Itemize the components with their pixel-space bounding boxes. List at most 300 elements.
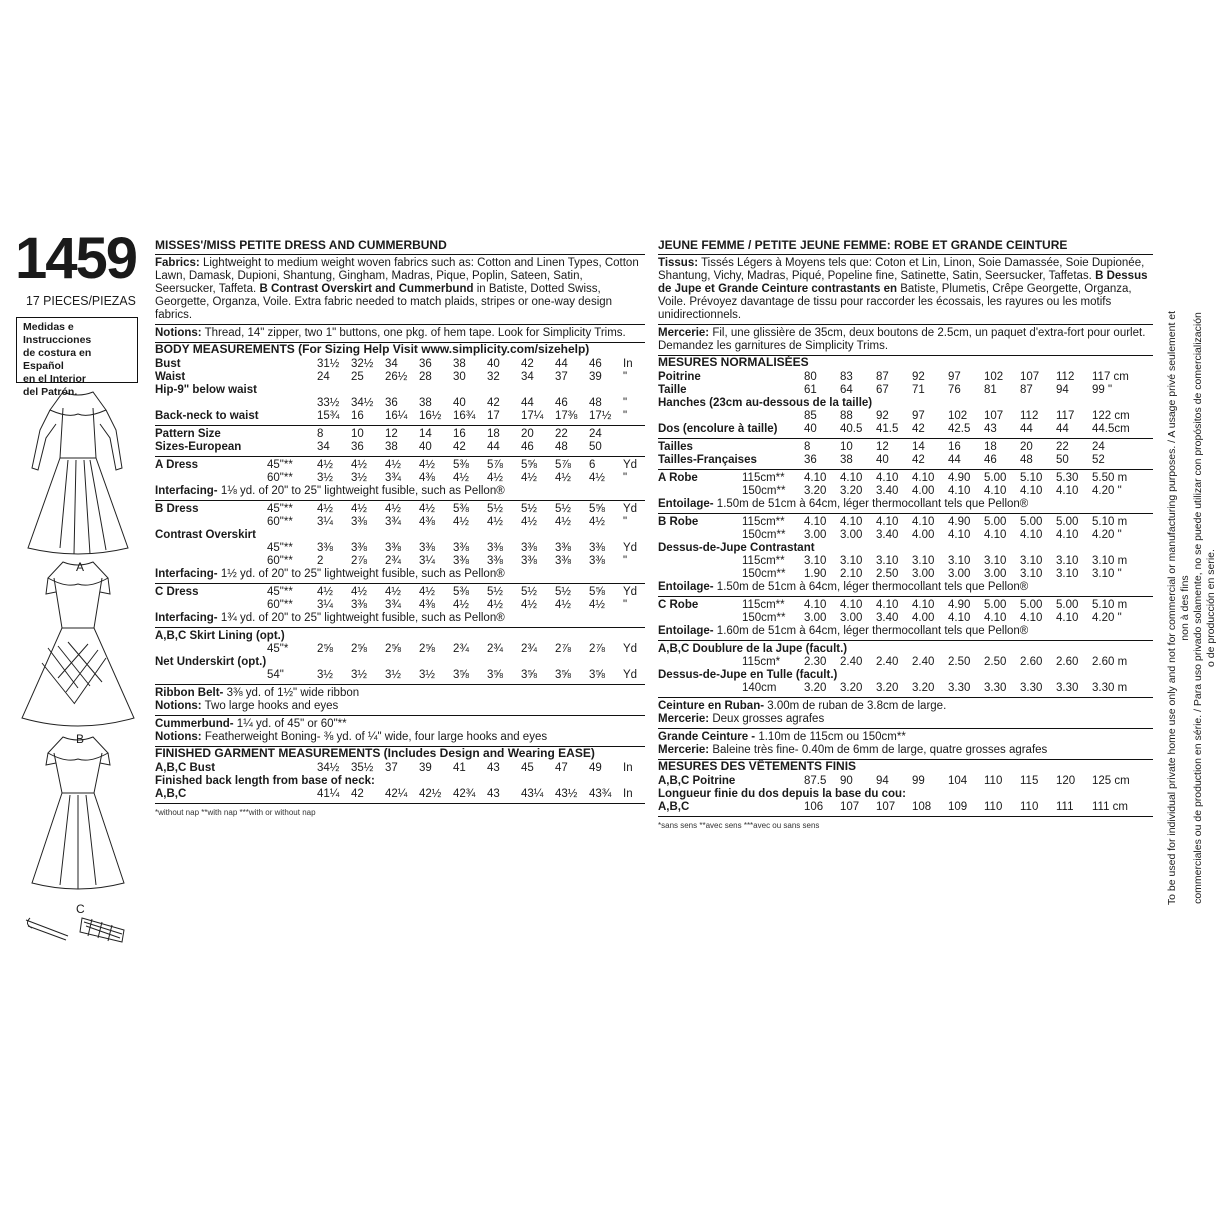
table-cell: 115 bbox=[1020, 775, 1039, 787]
table-cell: 38 bbox=[840, 454, 853, 466]
table-row bbox=[658, 643, 1153, 656]
row-label: Contrast Overskirt bbox=[155, 529, 256, 541]
table-cell: 60"** bbox=[267, 516, 293, 528]
table-cell bbox=[623, 428, 645, 441]
row-label bbox=[155, 555, 267, 568]
row-label: Bust bbox=[155, 358, 181, 370]
table-cell: 3.10 bbox=[840, 555, 863, 567]
table-cell bbox=[742, 384, 804, 397]
table-cell: 4½ bbox=[419, 459, 435, 471]
table-cell: 38 bbox=[453, 358, 466, 370]
table-cell: 32½ bbox=[351, 358, 374, 370]
usage-notice-line: To be used for individual private home use only and not for commercial or manufacturing purposes. / A usage privé seulement et non à des fins bbox=[1166, 310, 1191, 906]
row-label: Longueur finie du dos depuis la base du cou: bbox=[658, 788, 906, 800]
table-row bbox=[155, 586, 645, 599]
table-cell: 44 bbox=[555, 358, 568, 370]
table-cell: 4.10 bbox=[984, 485, 1007, 497]
table-cell: 40 bbox=[453, 397, 466, 409]
table-row bbox=[155, 397, 645, 410]
table-cell: 4½ bbox=[589, 516, 605, 528]
table-cell: 3.10 m bbox=[1092, 555, 1128, 567]
table-row bbox=[658, 410, 1153, 423]
table-cell: 2.10 bbox=[840, 568, 863, 580]
table-cell: 3.30 m bbox=[1092, 682, 1128, 694]
table-cell: 45"** bbox=[267, 459, 293, 471]
body-measurements-title: BODY MEASUREMENTS (For Sizing Help Visit www.simplicity.com/sizehelp) bbox=[155, 342, 590, 356]
table-cell: 4½ bbox=[555, 599, 571, 611]
table-cell: 5⅝ bbox=[521, 459, 537, 471]
table-cell: 4½ bbox=[521, 516, 537, 528]
row-label: Net Underskirt (opt.) bbox=[155, 656, 267, 668]
table-cell: 3.10 bbox=[912, 555, 935, 567]
table-cell: 45 bbox=[521, 762, 534, 774]
table-cell: 3.20 bbox=[876, 682, 899, 694]
french-column bbox=[658, 239, 1153, 832]
table-cell: 97 bbox=[948, 371, 961, 383]
fabrics-text: Lightweight to medium weight woven fabrics such as: Cotton and Linen Types, Cotton Lawn, Damask, Dupioni, Shantung, Gingham, Madras, Pique, Poplin, Sateen, Satin, Seersucker, Taffeta. bbox=[155, 257, 639, 295]
interfacing-label: Entoilage- bbox=[658, 625, 714, 637]
table-cell: Yd bbox=[623, 542, 638, 554]
table-cell bbox=[742, 371, 804, 384]
table-cell: 2.60 bbox=[1020, 656, 1043, 668]
table-cell: 8 bbox=[317, 428, 324, 440]
table-row bbox=[155, 656, 645, 669]
cummerbund-section bbox=[658, 729, 1153, 760]
table-cell: 3⅜ bbox=[589, 542, 605, 554]
table-cell: 112 bbox=[1020, 410, 1039, 422]
table-cell: 4½ bbox=[589, 599, 605, 611]
table-cell: 83 bbox=[840, 371, 853, 383]
table-row bbox=[658, 555, 1153, 568]
table-cell: 120 bbox=[1056, 775, 1076, 787]
table-cell: 3.10 bbox=[1020, 568, 1043, 580]
table-row bbox=[155, 358, 645, 371]
row-label bbox=[658, 612, 742, 625]
row-label: Hanches (23cm au-dessous de la taille) bbox=[658, 397, 873, 409]
table-cell: 150cm** bbox=[742, 529, 786, 541]
table-cell: 106 bbox=[804, 801, 824, 813]
fabrics-b-text: in Batiste, Dotted Swiss, Georgette, Organza, Voile. Extra fabric needed to match plaids, stripes or one-way design fabrics. bbox=[155, 283, 613, 321]
table-cell: 30 bbox=[453, 371, 466, 383]
table-cell: 42 bbox=[351, 788, 364, 800]
table-cell: 41¼ bbox=[317, 788, 340, 800]
table-cell: In bbox=[623, 358, 633, 370]
table-cell: 108 bbox=[912, 801, 932, 813]
view-c-drawing bbox=[32, 737, 124, 889]
view-b-yardage bbox=[155, 501, 645, 584]
table-cell: 111 cm bbox=[1092, 801, 1129, 813]
row-label: Finished back length from base of neck: bbox=[155, 775, 375, 787]
table-cell: 60"** bbox=[267, 555, 293, 567]
table-cell: 5.10 m bbox=[1092, 599, 1128, 611]
table-cell: 17⅜ bbox=[555, 410, 578, 422]
sizes bbox=[155, 426, 645, 457]
garment-illustrations bbox=[18, 388, 138, 948]
table-cell: 2⅝ bbox=[317, 643, 333, 655]
table-cell: 5.00 bbox=[984, 599, 1007, 611]
table-cell: 43 bbox=[487, 788, 500, 800]
table-cell: " bbox=[623, 472, 628, 484]
table-cell: 3¼ bbox=[419, 555, 435, 567]
notions-label: Notions: bbox=[155, 700, 202, 712]
table-cell: " bbox=[623, 397, 628, 409]
table-cell: 4.10 bbox=[876, 599, 899, 611]
table-cell: 48 bbox=[1020, 454, 1033, 466]
table-cell: 3.40 bbox=[876, 612, 899, 624]
table-cell: 3⅜ bbox=[589, 555, 605, 567]
table-row bbox=[658, 397, 1153, 410]
cummerbund-text: 1¼ yd. of 45" or 60"** bbox=[236, 718, 347, 730]
table-cell: 5.00 bbox=[1056, 516, 1079, 528]
table-cell: 102 bbox=[984, 371, 1004, 383]
table-row bbox=[658, 472, 1153, 485]
ribbon-belt-section bbox=[658, 698, 1153, 729]
table-cell: 5½ bbox=[555, 586, 571, 598]
table-cell: 12 bbox=[876, 441, 889, 453]
table-cell: Yd bbox=[623, 459, 638, 471]
table-cell: 60"** bbox=[267, 472, 293, 484]
table-cell: 3.30 bbox=[984, 682, 1007, 694]
table-cell: 5.00 bbox=[1020, 599, 1043, 611]
body-measurements-title: MESURES NORMALISÉES bbox=[658, 355, 809, 369]
table-cell: 16½ bbox=[419, 410, 442, 422]
ribbon-text: 3⅜ yd. of 1½" wide ribbon bbox=[226, 687, 360, 699]
table-cell: 125 cm bbox=[1092, 775, 1130, 787]
table-cell: 3.00 bbox=[912, 568, 935, 580]
table-cell: 4½ bbox=[385, 503, 401, 515]
table-cell: 2¾ bbox=[453, 643, 469, 655]
cummerbund-section bbox=[155, 716, 645, 747]
table-cell: 4½ bbox=[419, 503, 435, 515]
table-cell: 5⅝ bbox=[589, 503, 605, 515]
table-cell: 5.10 bbox=[1020, 472, 1043, 484]
table-cell bbox=[267, 358, 317, 371]
table-cell: 4½ bbox=[487, 472, 503, 484]
table-cell: 5.00 bbox=[984, 516, 1007, 528]
table-cell: 3¾ bbox=[385, 516, 401, 528]
table-cell: Yd bbox=[623, 503, 638, 515]
table-cell: 107 bbox=[1020, 371, 1040, 383]
table-row bbox=[658, 568, 1153, 581]
table-cell: 4.10 bbox=[1020, 485, 1043, 497]
fabrics-b-label: B Dessus de Jupe et Grande Ceinture contrastants en bbox=[658, 270, 1148, 295]
table-cell: 5⅜ bbox=[453, 586, 469, 598]
table-cell: 5.00 bbox=[1056, 599, 1079, 611]
table-cell: 97 bbox=[912, 410, 925, 422]
table-cell: 4.10 bbox=[1056, 529, 1079, 541]
table-cell: 5½ bbox=[555, 503, 571, 515]
table-cell: 44.5cm bbox=[1092, 423, 1130, 435]
table-cell: 34 bbox=[521, 371, 534, 383]
table-cell: 2 bbox=[317, 555, 324, 567]
row-label bbox=[658, 410, 742, 423]
table-cell: In bbox=[623, 788, 633, 800]
table-cell: 67 bbox=[876, 384, 889, 396]
table-cell: 2.30 bbox=[804, 656, 827, 668]
table-cell: 3⅜ bbox=[419, 542, 435, 554]
view-a-yardage bbox=[658, 470, 1153, 514]
table-cell: 35½ bbox=[351, 762, 374, 774]
table-cell: 3.00 bbox=[840, 529, 863, 541]
table-cell: 4.00 bbox=[912, 485, 935, 497]
table-cell: 150cm** bbox=[742, 568, 786, 580]
table-row bbox=[155, 555, 645, 568]
table-cell: 5⅞ bbox=[555, 459, 571, 471]
sizes bbox=[658, 439, 1153, 470]
table-cell: 4½ bbox=[487, 516, 503, 528]
row-label: B Dress bbox=[155, 503, 199, 515]
table-cell: 3⅜ bbox=[521, 542, 537, 554]
row-label: Dessus-de-Jupe Contrastant bbox=[658, 542, 815, 554]
view-c-yardage bbox=[658, 597, 1153, 641]
table-cell: 115cm** bbox=[742, 555, 785, 567]
row-label: C Dress bbox=[155, 586, 199, 598]
table-cell: 4.10 bbox=[1020, 612, 1043, 624]
table-cell: 34 bbox=[385, 358, 398, 370]
table-cell: 110 bbox=[984, 775, 1003, 787]
table-cell: 43½ bbox=[555, 788, 578, 800]
table-cell: 2.40 bbox=[840, 656, 863, 668]
table-cell: 110 bbox=[984, 801, 1003, 813]
table-cell: 117 cm bbox=[1092, 371, 1129, 383]
table-cell: 3.10 bbox=[984, 555, 1007, 567]
table-cell: 46 bbox=[984, 454, 997, 466]
fabrics-section bbox=[155, 255, 645, 325]
table-cell: 3.00 bbox=[804, 529, 827, 541]
table-cell: 42 bbox=[453, 441, 466, 453]
table-row bbox=[658, 612, 1153, 625]
row-label bbox=[155, 472, 267, 485]
table-cell: 115cm** bbox=[742, 516, 785, 528]
table-cell: 42¼ bbox=[385, 788, 408, 800]
table-cell: 4½ bbox=[555, 516, 571, 528]
table-cell: 3⅜ bbox=[521, 555, 537, 567]
table-cell: 99 bbox=[912, 775, 925, 787]
row-label bbox=[658, 656, 742, 669]
table-cell: 4.20 " bbox=[1092, 485, 1122, 497]
row-label bbox=[155, 516, 267, 529]
table-cell: 36 bbox=[385, 397, 398, 409]
table-row bbox=[658, 516, 1153, 529]
row-label bbox=[658, 568, 742, 581]
table-cell: 61 bbox=[804, 384, 817, 396]
table-cell: 4.10 bbox=[984, 529, 1007, 541]
row-label: C Robe bbox=[658, 599, 699, 611]
table-cell: 3.20 bbox=[840, 485, 863, 497]
table-cell: 44 bbox=[487, 441, 500, 453]
table-cell: 3.00 bbox=[948, 568, 971, 580]
row-label: A,B,C Skirt Lining (opt.) bbox=[155, 630, 285, 642]
spanish-instructions-box bbox=[16, 317, 138, 398]
table-cell: 4.10 bbox=[948, 485, 971, 497]
fabrics-text: Tissés Légers à Moyens tels que: Coton et Lin, Linon, Soie Damassée, Soie Dupionée, Shantung, Vichy, Madras, Piqué, Popeline fine, Satinette, Satin, Seersucker, Taffetas. bbox=[658, 257, 1145, 282]
table-cell: 42.5 bbox=[948, 423, 971, 435]
notions-label: Notions: bbox=[155, 327, 202, 339]
table-cell: 40.5 bbox=[840, 423, 863, 435]
table-row bbox=[155, 599, 645, 612]
table-cell: 115cm** bbox=[742, 599, 785, 611]
cummerbund-label: Grande Ceinture - bbox=[658, 731, 756, 743]
table-cell: 4.10 bbox=[1056, 612, 1079, 624]
table-cell: Yd bbox=[623, 586, 638, 598]
table-cell: 3.20 bbox=[840, 682, 863, 694]
table-cell: 25 bbox=[351, 371, 364, 383]
table-row bbox=[658, 384, 1153, 397]
table-cell: 2⅞ bbox=[351, 555, 367, 567]
table-cell: 36 bbox=[804, 454, 817, 466]
row-label: Dos (encolure à taille) bbox=[658, 423, 778, 435]
table-cell: Yd bbox=[623, 643, 638, 655]
table-cell: 4½ bbox=[351, 586, 367, 598]
table-cell: 107 bbox=[876, 801, 896, 813]
table-cell: 16 bbox=[453, 428, 466, 440]
table-cell: 4.10 bbox=[912, 516, 935, 528]
interfacing-text: 1.50m de 51cm à 64cm, léger thermocollant tels que Pellon® bbox=[716, 581, 1029, 593]
table-row bbox=[155, 630, 645, 643]
table-cell: 115cm** bbox=[742, 472, 785, 484]
table-cell: 3⅝ bbox=[453, 669, 469, 681]
english-column bbox=[155, 239, 645, 819]
table-cell: 4.10 bbox=[876, 472, 899, 484]
lining-yardage bbox=[155, 628, 645, 685]
table-cell: 3⅜ bbox=[453, 542, 469, 554]
table-row bbox=[155, 775, 645, 788]
table-row bbox=[155, 428, 645, 441]
table-cell: 42 bbox=[912, 423, 925, 435]
row-label bbox=[658, 555, 742, 568]
table-row bbox=[658, 801, 1153, 814]
cummerbund-label: Cummerbund- bbox=[155, 718, 234, 730]
table-cell: 3½ bbox=[419, 669, 435, 681]
row-label: Pattern Size bbox=[155, 428, 221, 440]
row-label: A Dress bbox=[155, 459, 199, 471]
view-a-yardage bbox=[155, 457, 645, 501]
table-cell: 3.30 bbox=[948, 682, 971, 694]
table-cell: 52 bbox=[1092, 454, 1105, 466]
table-row bbox=[155, 669, 645, 682]
table-cell: 2.60 m bbox=[1092, 656, 1128, 668]
belt-drawings bbox=[26, 918, 124, 942]
table-cell: 14 bbox=[419, 428, 432, 440]
table-cell: 34½ bbox=[317, 762, 340, 774]
table-cell: 4½ bbox=[453, 472, 469, 484]
table-cell: 4½ bbox=[453, 516, 469, 528]
table-row bbox=[155, 441, 645, 454]
interfacing-label: Entoilage- bbox=[658, 498, 714, 510]
table-cell: 31½ bbox=[317, 358, 340, 370]
table-cell: 2.40 bbox=[912, 656, 935, 668]
table-cell: 150cm** bbox=[742, 612, 786, 624]
table-cell: 42 bbox=[912, 454, 925, 466]
table-cell: 3⅜ bbox=[351, 542, 367, 554]
table-row bbox=[658, 682, 1153, 695]
table-cell: 4½ bbox=[589, 472, 605, 484]
table-cell bbox=[267, 762, 317, 775]
table-cell: 104 bbox=[948, 775, 968, 787]
table-cell: 43 bbox=[984, 423, 997, 435]
table-cell: 40 bbox=[419, 441, 432, 453]
row-label bbox=[155, 397, 267, 410]
row-label: Tailles bbox=[658, 441, 693, 453]
table-cell: 4.10 bbox=[804, 472, 827, 484]
notions-label: Mercerie: bbox=[658, 713, 710, 725]
table-cell: 41 bbox=[453, 762, 466, 774]
table-cell: 3.10 bbox=[1056, 568, 1079, 580]
table-cell: 5⅝ bbox=[589, 586, 605, 598]
table-cell: 44 bbox=[521, 397, 534, 409]
table-row bbox=[658, 775, 1153, 788]
pattern-number: 1459 bbox=[15, 226, 137, 291]
table-cell: 5.10 m bbox=[1092, 516, 1128, 528]
table-cell: 43¾ bbox=[589, 788, 612, 800]
table-cell: 3½ bbox=[317, 669, 333, 681]
table-cell: 87.5 bbox=[804, 775, 827, 787]
table-cell: 16 bbox=[351, 410, 364, 422]
interfacing-text: 1⅛ yd. of 20" to 25" lightweight fusible, such as Pellon® bbox=[220, 485, 505, 497]
table-row bbox=[155, 516, 645, 529]
table-cell: " bbox=[623, 410, 628, 422]
table-row bbox=[155, 472, 645, 485]
table-cell: 24 bbox=[589, 428, 602, 440]
ribbon-belt-section bbox=[155, 685, 645, 716]
table-row bbox=[658, 441, 1153, 454]
table-cell: 3.00 bbox=[984, 568, 1007, 580]
table-cell: 4.00 bbox=[912, 529, 935, 541]
table-cell: 107 bbox=[840, 801, 860, 813]
table-cell: 46 bbox=[589, 358, 602, 370]
table-cell: 3.20 bbox=[804, 485, 827, 497]
table-cell: 3⅜ bbox=[317, 542, 333, 554]
table-cell: 54" bbox=[267, 669, 284, 681]
table-row bbox=[658, 599, 1153, 612]
table-cell: 5½ bbox=[487, 503, 503, 515]
ribbon-notions: Two large hooks and eyes bbox=[204, 700, 339, 712]
table-cell: 45"** bbox=[267, 586, 293, 598]
table-cell bbox=[267, 428, 317, 441]
notions-section bbox=[155, 325, 645, 343]
table-cell: 3⅜ bbox=[453, 555, 469, 567]
table-cell: 22 bbox=[1056, 441, 1069, 453]
table-cell: 3⅜ bbox=[487, 555, 503, 567]
table-cell: 50 bbox=[589, 441, 602, 453]
fabrics-section bbox=[658, 255, 1153, 325]
table-row bbox=[658, 788, 1153, 801]
cummerbund-notions: Baleine très fine- 0.40m de 6mm de large, quatre grosses agrafes bbox=[712, 744, 1048, 756]
notions-label: Notions: bbox=[155, 731, 202, 743]
table-cell: 4.10 bbox=[804, 599, 827, 611]
table-cell: 18 bbox=[984, 441, 997, 453]
row-label bbox=[155, 542, 267, 555]
table-cell: 3.10 " bbox=[1092, 568, 1122, 580]
table-cell: 41.5 bbox=[876, 423, 899, 435]
view-a-drawing bbox=[28, 392, 128, 554]
table-cell: 42½ bbox=[419, 788, 442, 800]
table-cell: 117 bbox=[1056, 410, 1075, 422]
row-label: A,B,C Bust bbox=[155, 762, 216, 774]
table-cell: 4.10 bbox=[912, 472, 935, 484]
row-label: Hip-9" below waist bbox=[155, 384, 257, 396]
table-cell: 2⅞ bbox=[589, 643, 605, 655]
interfacing-label: Interfacing- bbox=[155, 612, 218, 624]
table-cell: 44 bbox=[1020, 423, 1033, 435]
table-cell: 42 bbox=[521, 358, 534, 370]
table-cell: 4½ bbox=[351, 459, 367, 471]
table-cell: 32 bbox=[487, 371, 500, 383]
table-cell: 4.10 bbox=[948, 612, 971, 624]
table-cell: 3.30 bbox=[1020, 682, 1043, 694]
table-cell: 4.90 bbox=[948, 599, 971, 611]
view-label-b: B bbox=[76, 732, 85, 746]
